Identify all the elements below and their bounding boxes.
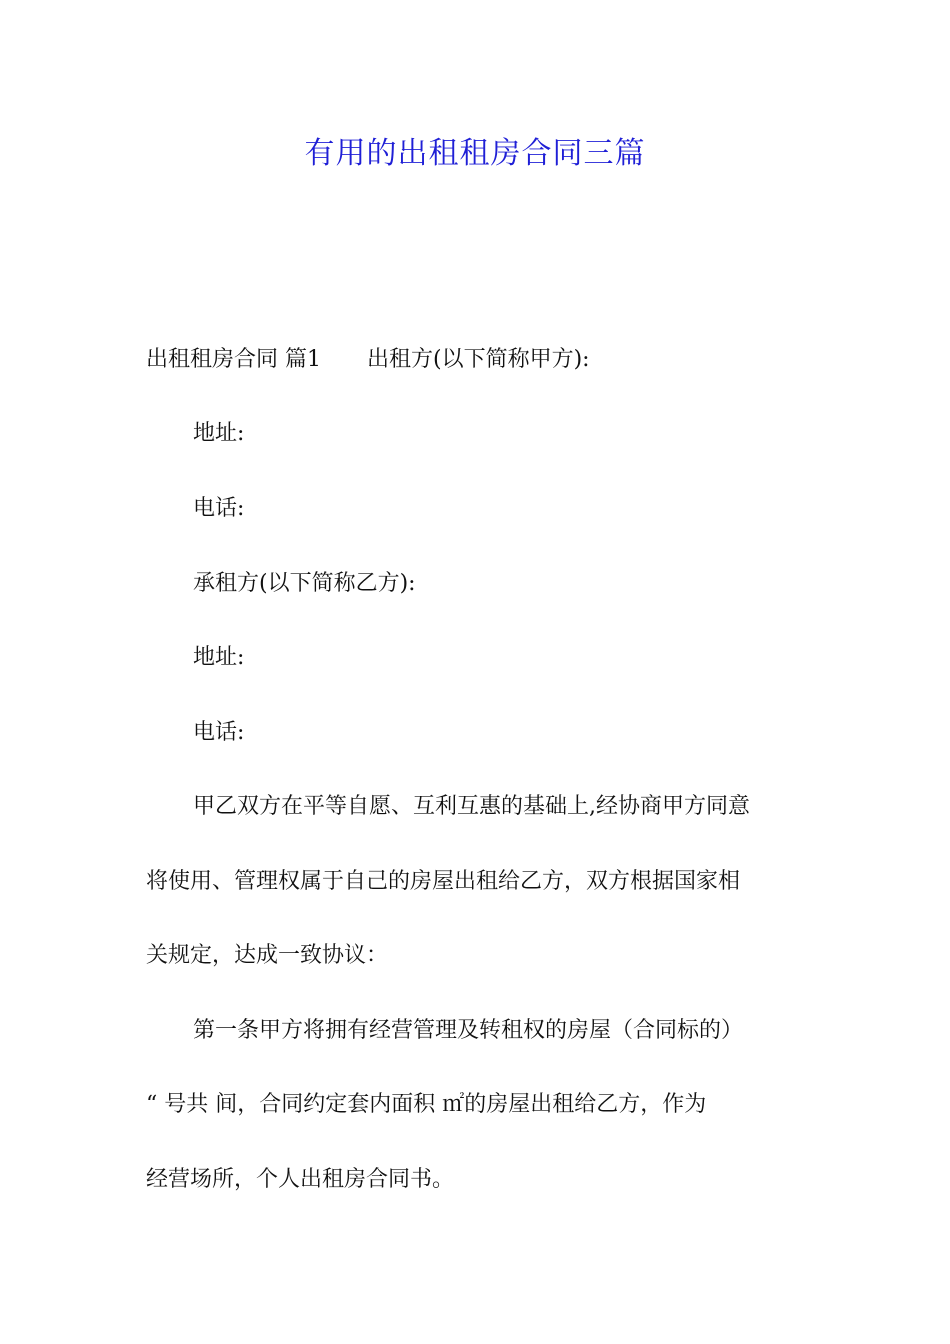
lessee-phone-line: 电话:	[193, 720, 245, 745]
section-heading: 出租租房合同 篇1	[146, 347, 321, 372]
article-line: “ 号共 间，合同约定套内面积 ㎡的房屋出租给乙方，作为	[146, 1092, 707, 1117]
article-line: 经营场所，个人出租房合同书。	[146, 1167, 455, 1192]
section-heading-line	[146, 340, 590, 380]
paragraph-line: 关规定，达成一致协议：	[146, 943, 389, 968]
paragraph-line: 甲乙双方在平等自愿、互利互惠的基础上,经协商甲方同意	[193, 794, 750, 819]
lessor-address-line: 地址:	[193, 421, 245, 446]
lessee-label-line: 承租方(以下简称乙方):	[193, 571, 416, 596]
paragraph-line: 将使用、管理权属于自己的房屋出租给乙方，双方根据国家相	[146, 869, 741, 894]
document-title: 有用的出租租房合同三篇	[304, 136, 646, 171]
article-line: 第一条甲方将拥有经营管理及转租权的房屋（合同标的）	[193, 1018, 744, 1043]
lessee-address-line: 地址:	[193, 645, 245, 670]
lessor-phone-line: 电话:	[193, 496, 245, 521]
lessor-label: 出租方(以下简称甲方):	[367, 347, 590, 372]
